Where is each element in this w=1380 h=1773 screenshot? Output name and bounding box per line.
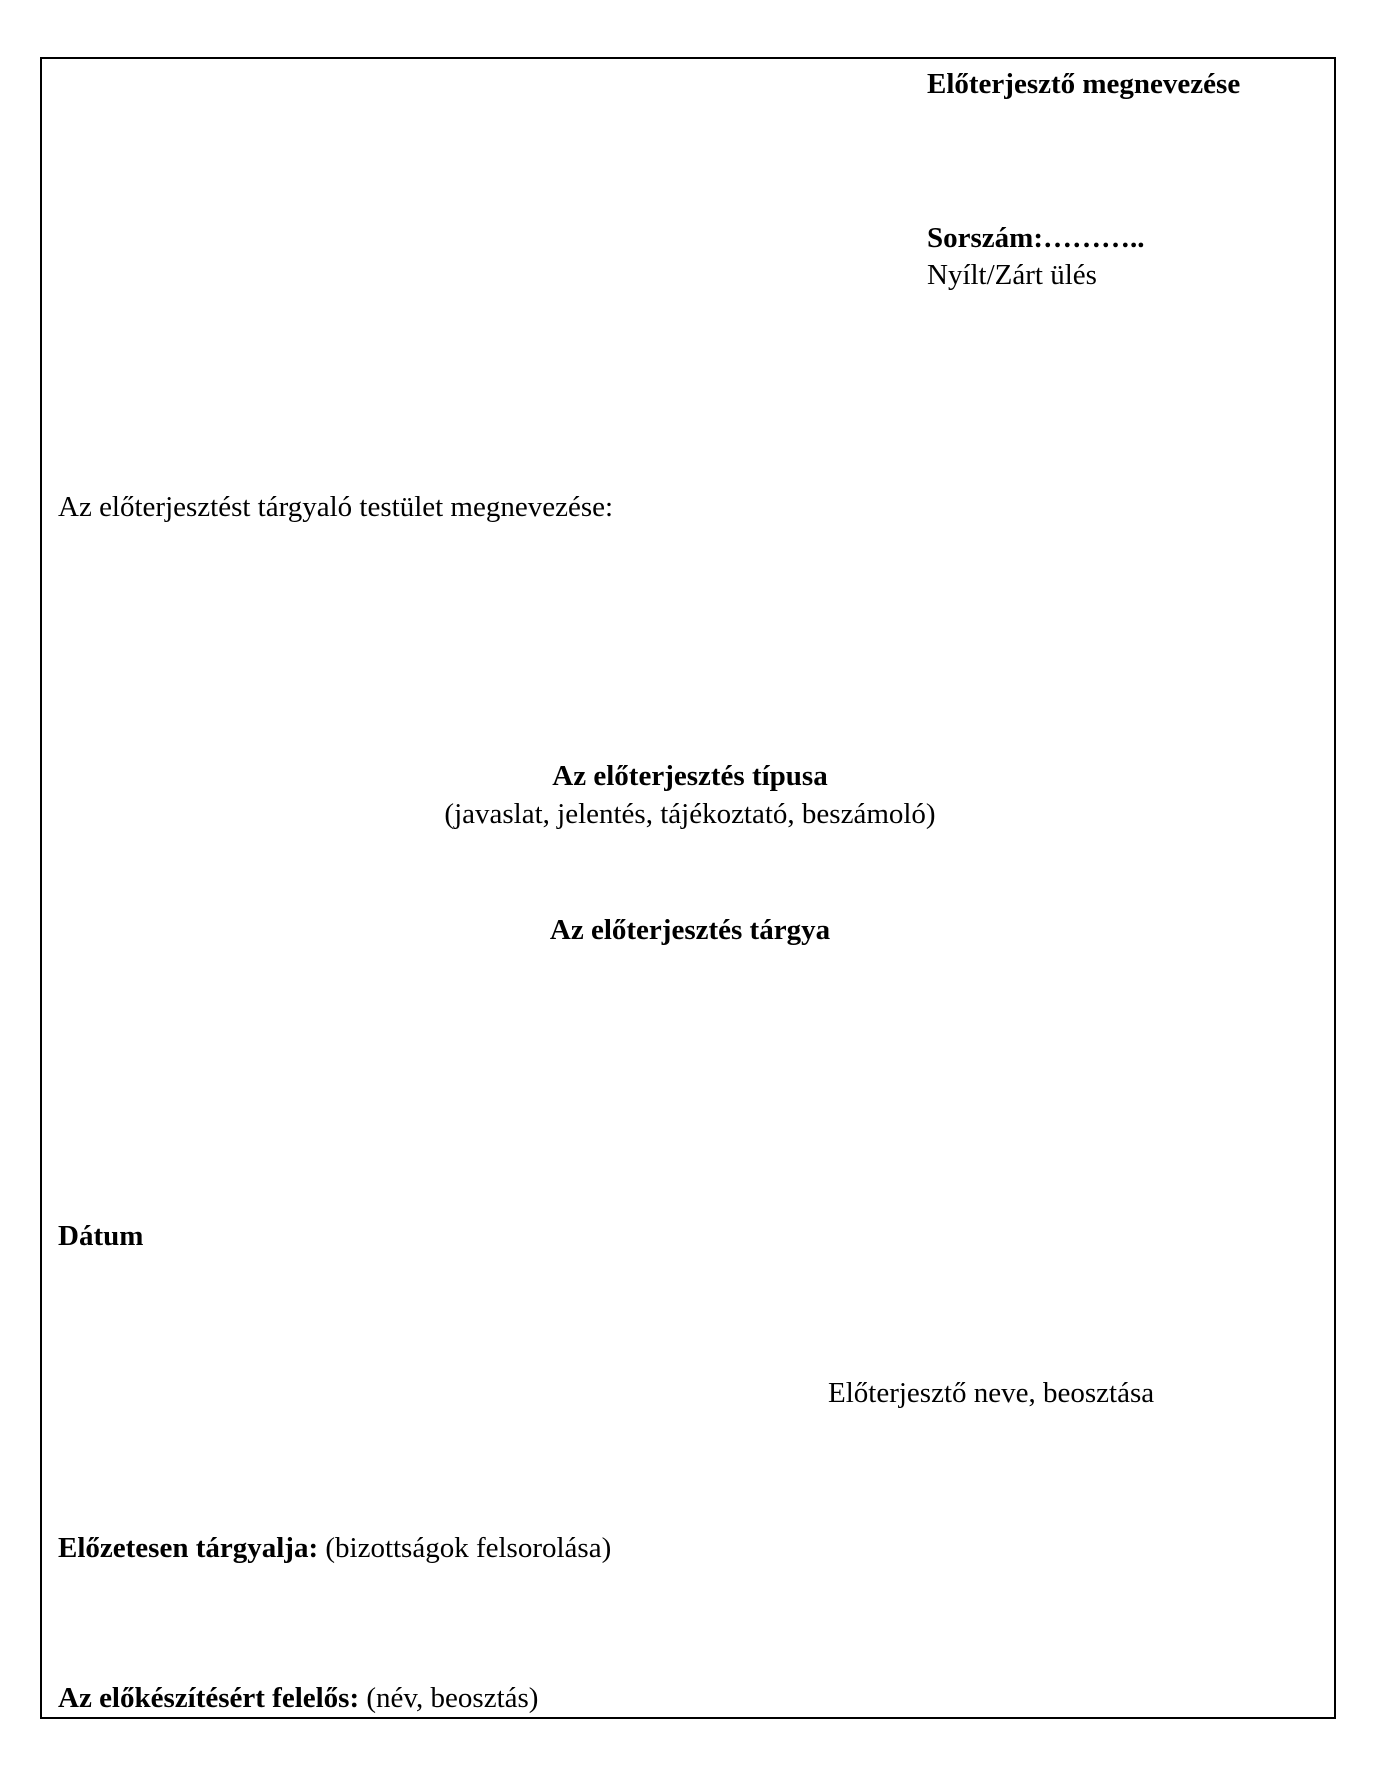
serial-line [927, 220, 1144, 256]
document-frame [40, 57, 1336, 1719]
presenter-title: Előterjesztő megnevezése [927, 68, 1241, 100]
responsible-line [58, 1680, 538, 1716]
pre-discussion-label: Előzetesen tárgyalja: [58, 1532, 319, 1564]
body-label: Az előterjesztést tárgyaló testület megnevezése: [58, 491, 614, 523]
pre-discussion-value: (bizottságok felsorolása) [318, 1532, 612, 1564]
proposal-subject-title: Az előterjesztés tárgya [549, 914, 831, 946]
serial-dots: ……….. [1042, 222, 1145, 254]
presenter-name-position: Előterjesztő neve, beosztása [828, 1377, 1155, 1409]
pre-discussion-line [58, 1530, 611, 1566]
responsible-value: (név, beosztás) [359, 1682, 539, 1714]
session-type: Nyílt/Zárt ülés [927, 259, 1097, 291]
serial-label: Sorszám: [927, 222, 1043, 254]
proposal-type-title: Az előterjesztés típusa [552, 760, 828, 792]
date-label: Dátum [58, 1220, 144, 1252]
responsible-label: Az előkészítésért felelős: [58, 1682, 360, 1714]
proposal-type-options: (javaslat, jelentés, tájékoztató, beszámoló) [444, 798, 936, 830]
